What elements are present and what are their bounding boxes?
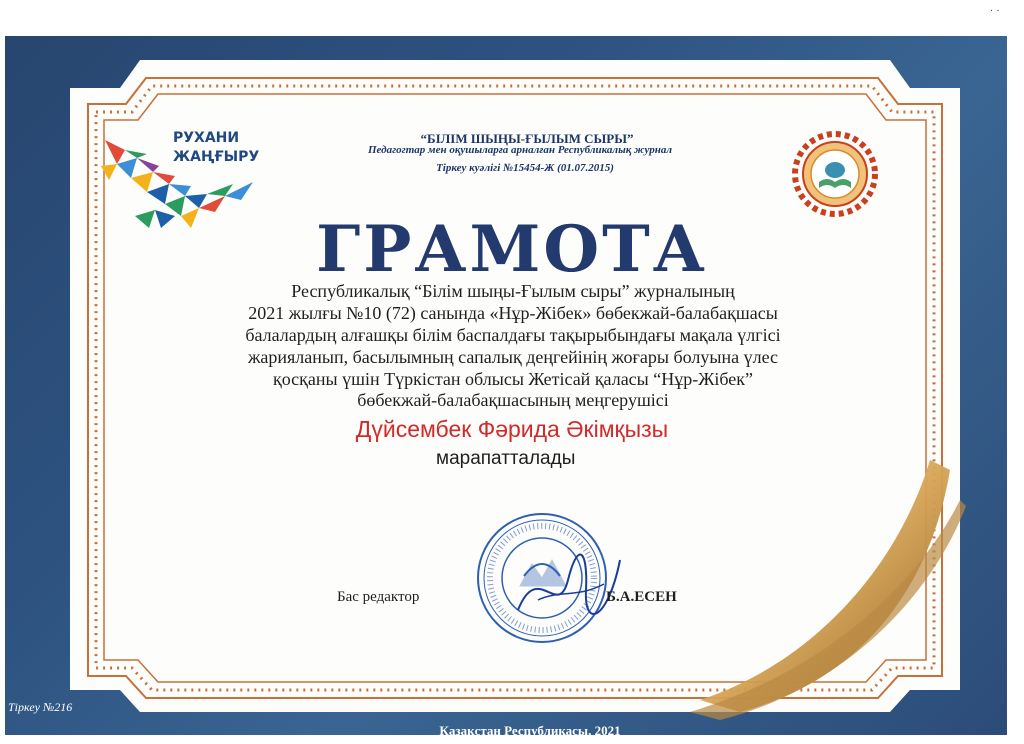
footer-country: Қазақстан Республикасы, 2021 [439,723,621,738]
editor-role: Бас редактор [337,589,420,605]
body-line-5: қосқаны үшін Түркістан облысы Жетісай қаласы “Нұр-Жібек” [272,369,754,389]
body-line-6: бөбекжай-балабақшасының меңгерушісі [357,390,669,410]
editor-name: Б.А.ЕСЕН [606,589,677,605]
rukhani-logo-text [173,129,259,167]
logo-line-1: РУХАНИ [173,130,240,146]
scan-mark: · · [990,6,1000,17]
certificate-title: ГРАМОТА [316,212,708,287]
logo-line-2: ЖАҢҒЫРУ [173,149,260,165]
body-line-2: 2021 жылғы №10 (72) санында «Нұр-Жібек» бөбекжай-балабақшасы [248,303,778,323]
journal-subtitle: Педагогтар мен оқушыларға арналған Республикалық журнал [368,144,672,156]
awarded-text: марапатталады [436,448,576,469]
signature-icon [508,540,628,630]
journal-registration: Тіркеу куәлігі №15454-Ж (01.07.2015) [436,162,614,174]
recipient-name: Дүйсембек Фәрида Әкімқызы [355,416,669,442]
sun-book-emblem-icon [790,126,880,222]
registration-number: Тіркеу №216 [8,700,73,714]
body-line-4: жарияланып, басылымның сапалық деңгейінің жоғары болуына үлес [247,347,779,367]
journal-name: “БІЛІМ ШЫҢЫ-ҒЫЛЫМ СЫРЫ” [420,131,634,146]
body-line-1: Республикалық “Білім шыңы-Ғылым сыры” журналының [291,281,735,301]
body-line-3: балалардың алғашқы білім баспалдағы тақырыбындағы мақала үлгісі [245,325,781,345]
